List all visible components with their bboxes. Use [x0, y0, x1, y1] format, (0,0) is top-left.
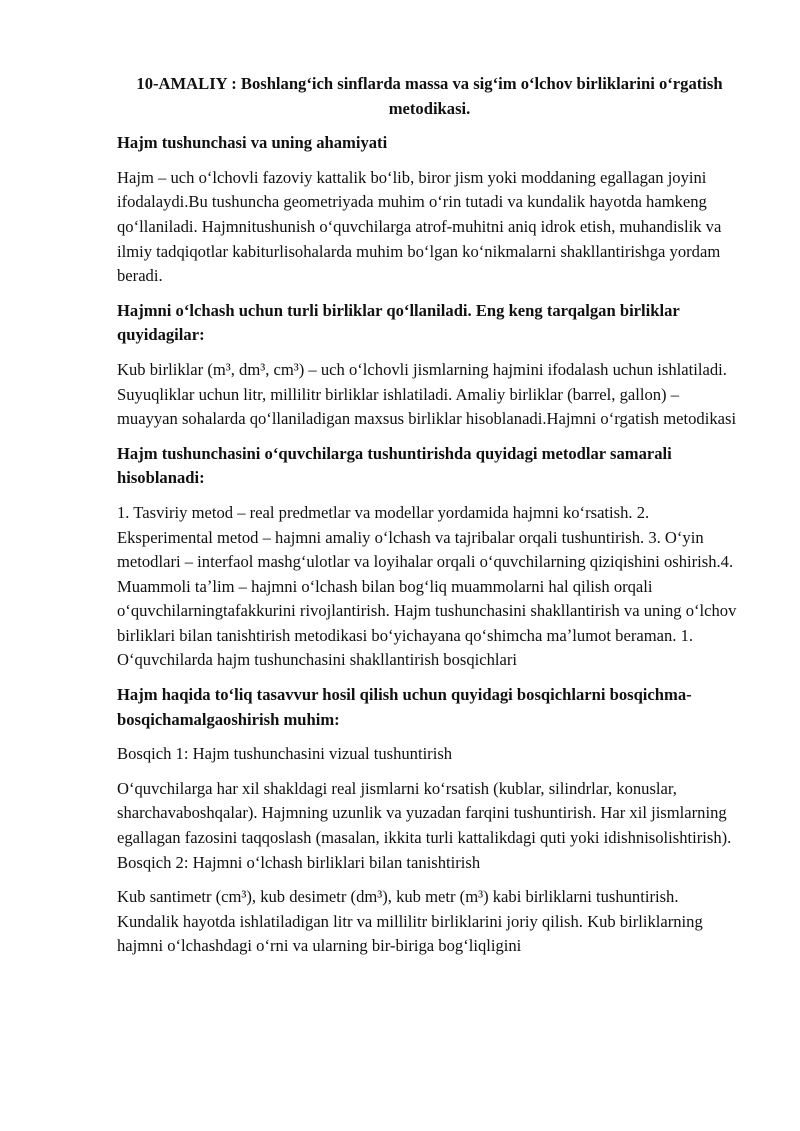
document-title: 10-AMALIY : Boshlangʻich sinflarda massa va sigʻim oʻlchov birliklarini oʻrgatish metodikasi.	[136, 74, 723, 118]
paragraph-stage-2-details: Kub santimetr (cm³), kub desimetr (dm³), kub metr (m³) kabi birliklarni tushuntirish. Kundalik hayotda ishlatiladigan litr va millilitr birliklarini joriy qilish. Kub birliklarning hajmni oʻlchashdagi oʻrni va ularning bir-biriga bogʻliqligini	[117, 887, 703, 956]
paragraph-stage-1: Bosqich 1: Hajm tushunchasini vizual tushuntirish	[117, 744, 453, 764]
paragraph-stage-1-details: Oʻquvchilarga har xil shakldagi real jismlarni koʻrsatish (kublar, silindrlar, konuslar, sharchavaboshqalar). Hajmning uzunlik va yuzadan farqini tushuntirish. Har xil jismlarning egallagan fazosini taqqoslash (masalan, ikkita turli kattalikdagi quti yoki idishnisolishtirish). Bosqich 2: Hajmni oʻlchash birliklari bilan tanishtirish	[117, 778, 732, 872]
paragraph-methods-list: 1. Tasviriy metod – real predmetlar va modellar yordamida hajmni koʻrsatish. 2. Eksperimental metod – hajmni amaliy oʻlchash va tajribalar orqali tushuntirish. 3. Oʻyin metodlari – interfaol mashgʻulotlar va loyihalar orqali oʻquvchilarning qiziqishini oshirish.4. Muammoli taʼlim – hajmni oʻlchash bilan bogʻliq muammolarni hal qilish orqali oʻquvchilarningtafakkurini rivojlantirish. Hajm tushunchasini shakllantirish va uning oʻlchov birliklari bilan tanishtirish metodikasi boʻyichayana qoʻshimcha maʼlumot beraman. 1. Oʻquvchilarda hajm tushunchasini shakllantirish bosqichlari	[117, 502, 737, 670]
paragraph-cubic-units: Kub birliklar (m³, dm³, cm³) – uch oʻlchovli jismlarning hajmini ifodalash uchun ishlatiladi. Suyuqliklar uchun litr, millilitr birliklar ishlatiladi. Amaliy birliklar (barrel, gallon) – muayyan sohalarda qoʻllaniladigan maxsus birliklar hisoblanadi.Hajmni oʻrgatish metodikasi	[117, 359, 737, 429]
paragraph-volume-definition: Hajm – uch oʻlchovli fazoviy kattalik boʻlib, biror jism yoki moddaning egallagan joyini ifodalaydi.Bu tushuncha geometriyada muhim oʻrin tutadi va kundalik hayotda hamkeng qoʻllaniladi. Hajmnitushunish oʻquvchilarga atrof-muhitni aniq idrok etish, muhandislik va ilmiy tadqiqotlar kabiturlisohalarda muhim boʻlgan koʻnikmalarni shakllantirishga yordam beradi.	[117, 167, 722, 286]
section-heading-volume-concept: Hajm tushunchasi va uning ahamiyati	[117, 133, 388, 153]
section-heading-stages: Hajm haqida toʻliq tasavvur hosil qilish uchun quyidagi bosqichlarni bosqichma-bosqichamalgaoshirish muhim:	[117, 685, 692, 729]
document-page	[117, 72, 742, 969]
section-heading-volume-units: Hajmni oʻlchash uchun turli birliklar qoʻllaniladi. Eng keng tarqalgan birliklar quyidagilar:	[117, 300, 680, 345]
section-heading-teaching-methods: Hajm tushunchasini oʻquvchilarga tushuntirishda quyidagi metodlar samarali hisoblanadi:	[117, 443, 672, 488]
